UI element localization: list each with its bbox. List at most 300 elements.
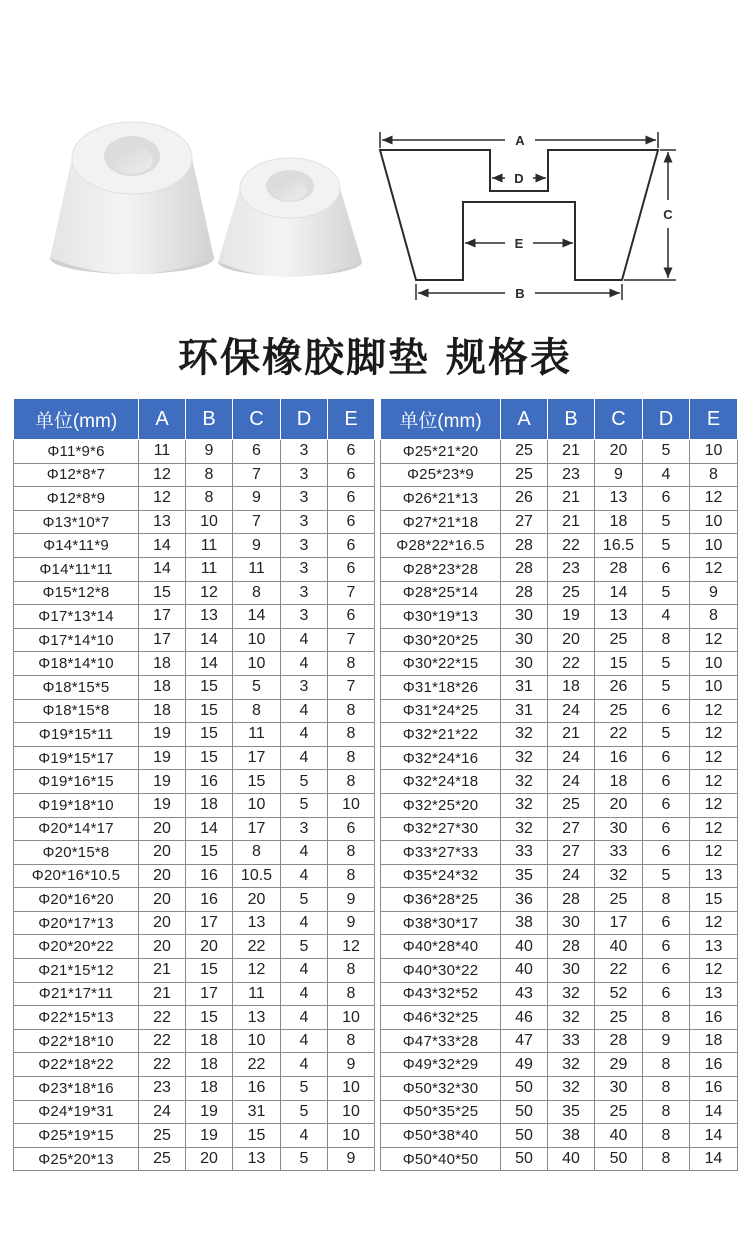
cell-a: 31 — [501, 675, 548, 699]
cell-model: Φ20*14*17 — [14, 817, 139, 841]
cell-b: 18 — [186, 1077, 233, 1101]
cell-c: 28 — [595, 1029, 643, 1053]
cell-a: 36 — [501, 888, 548, 912]
cell-c: 50 — [595, 1147, 643, 1171]
cell-c: 13 — [233, 911, 281, 935]
cell-b: 15 — [186, 699, 233, 723]
cell-a: 23 — [139, 1077, 186, 1101]
cell-c: 26 — [595, 675, 643, 699]
cell-c: 10 — [233, 1029, 281, 1053]
cell-a: 32 — [501, 723, 548, 747]
cell-d: 4 — [281, 628, 328, 652]
dimension-diagram — [380, 132, 676, 300]
cell-a: 19 — [139, 770, 186, 794]
cell-b: 20 — [548, 628, 595, 652]
header-a: A — [501, 399, 548, 440]
cell-b: 15 — [186, 841, 233, 865]
table-row — [14, 1053, 375, 1077]
cell-c: 13 — [233, 1006, 281, 1030]
cell-e: 6 — [328, 817, 375, 841]
cell-model: Φ27*21*18 — [381, 510, 501, 534]
cell-b: 21 — [548, 723, 595, 747]
cell-d: 5 — [643, 581, 690, 605]
cell-model: Φ17*13*14 — [14, 605, 139, 629]
cell-e: 8 — [328, 864, 375, 888]
table-row — [381, 723, 738, 747]
table-row — [381, 652, 738, 676]
cell-a: 33 — [501, 841, 548, 865]
cell-a: 21 — [139, 959, 186, 983]
cell-a: 28 — [501, 581, 548, 605]
cell-c: 15 — [595, 652, 643, 676]
cell-e: 16 — [690, 1053, 738, 1077]
cell-d: 5 — [281, 1100, 328, 1124]
cell-model: Φ20*15*8 — [14, 841, 139, 865]
cell-b: 20 — [186, 935, 233, 959]
table-row — [14, 746, 375, 770]
cell-d: 9 — [643, 1029, 690, 1053]
cell-model: Φ31*24*25 — [381, 699, 501, 723]
table-row — [381, 675, 738, 699]
cell-a: 18 — [139, 675, 186, 699]
cell-d: 8 — [643, 1100, 690, 1124]
cell-a: 40 — [501, 935, 548, 959]
table-row — [381, 628, 738, 652]
cell-a: 40 — [501, 959, 548, 983]
cell-a: 20 — [139, 888, 186, 912]
table-row — [381, 534, 738, 558]
table-row — [14, 487, 375, 511]
cell-e: 10 — [328, 1100, 375, 1124]
cell-d: 6 — [643, 699, 690, 723]
cell-e: 12 — [328, 935, 375, 959]
cell-b: 32 — [548, 1053, 595, 1077]
cell-b: 24 — [548, 864, 595, 888]
cell-c: 10.5 — [233, 864, 281, 888]
cell-d: 6 — [643, 746, 690, 770]
cell-b: 14 — [186, 652, 233, 676]
cell-d: 4 — [281, 959, 328, 983]
cell-d: 4 — [281, 652, 328, 676]
table-row — [14, 793, 375, 817]
cell-a: 27 — [501, 510, 548, 534]
cell-e: 9 — [328, 1053, 375, 1077]
cell-c: 40 — [595, 1124, 643, 1148]
cell-c: 6 — [233, 440, 281, 464]
cell-d: 3 — [281, 817, 328, 841]
cell-c: 20 — [233, 888, 281, 912]
cell-d: 8 — [643, 1147, 690, 1171]
cell-a: 28 — [501, 534, 548, 558]
cell-e: 6 — [328, 557, 375, 581]
cell-model: Φ40*30*22 — [381, 959, 501, 983]
cell-a: 13 — [139, 510, 186, 534]
header-d: D — [281, 399, 328, 440]
cell-a: 32 — [501, 746, 548, 770]
cell-b: 30 — [548, 959, 595, 983]
cell-model: Φ30*19*13 — [381, 605, 501, 629]
cell-model: Φ40*28*40 — [381, 935, 501, 959]
cell-b: 25 — [548, 793, 595, 817]
cell-e: 8 — [328, 959, 375, 983]
cell-a: 12 — [139, 487, 186, 511]
cell-model: Φ49*32*29 — [381, 1053, 501, 1077]
table-row — [14, 864, 375, 888]
table-row — [14, 1124, 375, 1148]
table-row — [14, 699, 375, 723]
cell-c: 10 — [233, 652, 281, 676]
table-row — [14, 1029, 375, 1053]
cell-b: 32 — [548, 982, 595, 1006]
cell-a: 50 — [501, 1100, 548, 1124]
cell-a: 30 — [501, 628, 548, 652]
table-row — [381, 888, 738, 912]
cell-d: 6 — [643, 911, 690, 935]
cell-d: 3 — [281, 534, 328, 558]
cell-a: 31 — [501, 699, 548, 723]
cell-c: 40 — [595, 935, 643, 959]
cell-c: 32 — [595, 864, 643, 888]
cell-e: 9 — [328, 888, 375, 912]
table-row — [381, 793, 738, 817]
table-row — [14, 534, 375, 558]
header-e: E — [690, 399, 738, 440]
cell-d: 6 — [643, 557, 690, 581]
cell-model: Φ19*16*15 — [14, 770, 139, 794]
cell-model: Φ18*15*8 — [14, 699, 139, 723]
cell-b: 15 — [186, 746, 233, 770]
cell-e: 15 — [690, 888, 738, 912]
table-row — [14, 652, 375, 676]
cell-c: 11 — [233, 723, 281, 747]
cell-model: Φ50*32*30 — [381, 1077, 501, 1101]
table-row — [381, 864, 738, 888]
cell-d: 8 — [643, 1006, 690, 1030]
cell-e: 9 — [328, 1147, 375, 1171]
product-hero — [0, 0, 750, 320]
cell-a: 28 — [501, 557, 548, 581]
cell-e: 12 — [690, 699, 738, 723]
cell-d: 4 — [643, 463, 690, 487]
cell-c: 16 — [595, 746, 643, 770]
cell-e: 6 — [328, 463, 375, 487]
cell-d: 5 — [281, 1077, 328, 1101]
cell-a: 18 — [139, 652, 186, 676]
cell-a: 20 — [139, 817, 186, 841]
cell-b: 27 — [548, 841, 595, 865]
cell-a: 11 — [139, 440, 186, 464]
cell-d: 6 — [643, 959, 690, 983]
cell-c: 20 — [595, 440, 643, 464]
dim-label-d: D — [514, 171, 524, 186]
table-row — [14, 770, 375, 794]
cell-b: 11 — [186, 534, 233, 558]
table-row — [381, 1100, 738, 1124]
cell-e: 7 — [328, 628, 375, 652]
table-row — [14, 1077, 375, 1101]
cell-b: 15 — [186, 1006, 233, 1030]
cell-model: Φ28*22*16.5 — [381, 534, 501, 558]
cell-c: 25 — [595, 1100, 643, 1124]
cell-d: 3 — [281, 487, 328, 511]
cell-b: 11 — [186, 557, 233, 581]
cell-model: Φ24*19*31 — [14, 1100, 139, 1124]
cell-e: 8 — [328, 723, 375, 747]
cell-d: 6 — [643, 770, 690, 794]
cell-model: Φ50*40*50 — [381, 1147, 501, 1171]
table-header-row — [381, 399, 738, 440]
cell-c: 13 — [233, 1147, 281, 1171]
cell-a: 21 — [139, 982, 186, 1006]
table-row — [14, 888, 375, 912]
cell-c: 18 — [595, 770, 643, 794]
cell-d: 3 — [281, 675, 328, 699]
cell-b: 15 — [186, 675, 233, 699]
cell-e: 16 — [690, 1077, 738, 1101]
cell-a: 46 — [501, 1006, 548, 1030]
cell-model: Φ19*18*10 — [14, 793, 139, 817]
table-row — [381, 1124, 738, 1148]
cell-model: Φ25*19*15 — [14, 1124, 139, 1148]
table-row — [381, 746, 738, 770]
cell-d: 5 — [643, 723, 690, 747]
large-rubber-foot-image — [50, 122, 214, 274]
cell-d: 3 — [281, 605, 328, 629]
cell-a: 22 — [139, 1029, 186, 1053]
cell-b: 16 — [186, 770, 233, 794]
table-row — [381, 581, 738, 605]
cell-c: 8 — [233, 699, 281, 723]
cell-model: Φ30*22*15 — [381, 652, 501, 676]
cell-d: 4 — [281, 911, 328, 935]
cell-b: 15 — [186, 959, 233, 983]
cell-d: 4 — [281, 982, 328, 1006]
cell-d: 5 — [281, 770, 328, 794]
cell-b: 21 — [548, 487, 595, 511]
cell-e: 6 — [328, 605, 375, 629]
cell-e: 14 — [690, 1124, 738, 1148]
cell-model: Φ30*20*25 — [381, 628, 501, 652]
cell-d: 4 — [281, 723, 328, 747]
cell-c: 5 — [233, 675, 281, 699]
cell-e: 10 — [328, 1006, 375, 1030]
cell-b: 38 — [548, 1124, 595, 1148]
cell-c: 9 — [595, 463, 643, 487]
cell-model: Φ50*35*25 — [381, 1100, 501, 1124]
table-row — [14, 675, 375, 699]
cell-a: 25 — [139, 1124, 186, 1148]
cell-e: 10 — [690, 510, 738, 534]
cell-b: 18 — [548, 675, 595, 699]
cell-c: 9 — [233, 487, 281, 511]
cell-e: 12 — [690, 959, 738, 983]
table-row — [381, 487, 738, 511]
cell-b: 32 — [548, 1077, 595, 1101]
cell-d: 4 — [281, 1053, 328, 1077]
cell-model: Φ36*28*25 — [381, 888, 501, 912]
table-row — [14, 911, 375, 935]
cell-e: 10 — [690, 652, 738, 676]
table-row — [381, 770, 738, 794]
header-c: C — [233, 399, 281, 440]
cell-model: Φ12*8*7 — [14, 463, 139, 487]
cell-a: 24 — [139, 1100, 186, 1124]
cell-e: 7 — [328, 675, 375, 699]
cell-d: 8 — [643, 628, 690, 652]
cell-e: 14 — [690, 1100, 738, 1124]
cell-a: 32 — [501, 817, 548, 841]
table-row — [14, 982, 375, 1006]
cell-e: 13 — [690, 864, 738, 888]
cell-model: Φ32*25*20 — [381, 793, 501, 817]
cell-d: 5 — [643, 534, 690, 558]
table-row — [14, 605, 375, 629]
cell-c: 22 — [595, 723, 643, 747]
cell-d: 8 — [643, 1053, 690, 1077]
cell-c: 14 — [233, 605, 281, 629]
table-row — [381, 959, 738, 983]
cell-c: 15 — [233, 1124, 281, 1148]
cell-d: 3 — [281, 440, 328, 464]
cell-d: 5 — [281, 1147, 328, 1171]
cell-model: Φ47*33*28 — [381, 1029, 501, 1053]
cell-e: 8 — [328, 982, 375, 1006]
cell-d: 6 — [643, 982, 690, 1006]
cell-e: 12 — [690, 911, 738, 935]
cell-b: 17 — [186, 911, 233, 935]
cell-d: 5 — [643, 440, 690, 464]
cell-b: 23 — [548, 557, 595, 581]
cell-d: 4 — [281, 1124, 328, 1148]
cell-b: 24 — [548, 699, 595, 723]
cell-model: Φ46*32*25 — [381, 1006, 501, 1030]
cell-c: 13 — [595, 487, 643, 511]
cell-c: 17 — [233, 746, 281, 770]
cell-b: 24 — [548, 770, 595, 794]
cell-a: 49 — [501, 1053, 548, 1077]
cell-model: Φ13*10*7 — [14, 510, 139, 534]
cell-c: 11 — [233, 557, 281, 581]
cell-d: 4 — [281, 1029, 328, 1053]
cell-e: 10 — [328, 1077, 375, 1101]
cell-model: Φ28*25*14 — [381, 581, 501, 605]
cell-d: 8 — [643, 1077, 690, 1101]
table-row — [381, 935, 738, 959]
cell-model: Φ15*12*8 — [14, 581, 139, 605]
cell-a: 43 — [501, 982, 548, 1006]
cell-d: 3 — [281, 510, 328, 534]
cell-b: 20 — [186, 1147, 233, 1171]
cell-e: 12 — [690, 723, 738, 747]
table-row — [14, 1100, 375, 1124]
cell-b: 14 — [186, 817, 233, 841]
table-row — [14, 723, 375, 747]
cell-c: 22 — [233, 1053, 281, 1077]
cell-b: 21 — [548, 510, 595, 534]
cell-a: 14 — [139, 557, 186, 581]
cell-d: 5 — [281, 793, 328, 817]
cell-b: 28 — [548, 935, 595, 959]
table-row — [381, 911, 738, 935]
cell-c: 20 — [595, 793, 643, 817]
header-b: B — [186, 399, 233, 440]
cell-model: Φ28*23*28 — [381, 557, 501, 581]
cell-b: 27 — [548, 817, 595, 841]
cell-c: 15 — [233, 770, 281, 794]
cell-b: 23 — [548, 463, 595, 487]
cell-e: 13 — [690, 982, 738, 1006]
cell-a: 47 — [501, 1029, 548, 1053]
cell-b: 25 — [548, 581, 595, 605]
cell-c: 18 — [595, 510, 643, 534]
cell-e: 10 — [328, 1124, 375, 1148]
table-row — [14, 935, 375, 959]
cell-a: 30 — [501, 652, 548, 676]
cell-a: 18 — [139, 699, 186, 723]
cell-model: Φ21*15*12 — [14, 959, 139, 983]
cell-b: 8 — [186, 487, 233, 511]
cell-model: Φ31*18*26 — [381, 675, 501, 699]
cell-c: 11 — [233, 982, 281, 1006]
cell-a: 20 — [139, 935, 186, 959]
cell-c: 25 — [595, 699, 643, 723]
cell-model: Φ20*16*10.5 — [14, 864, 139, 888]
cell-e: 13 — [690, 935, 738, 959]
small-rubber-foot-image — [218, 158, 362, 277]
cell-c: 8 — [233, 841, 281, 865]
header-d: D — [643, 399, 690, 440]
table-row — [14, 628, 375, 652]
cell-d: 3 — [281, 463, 328, 487]
cell-d: 4 — [281, 746, 328, 770]
cell-model: Φ38*30*17 — [381, 911, 501, 935]
cell-model: Φ18*15*5 — [14, 675, 139, 699]
cell-model: Φ12*8*9 — [14, 487, 139, 511]
cell-a: 22 — [139, 1053, 186, 1077]
table-row — [381, 440, 738, 464]
table-row — [381, 463, 738, 487]
table-row — [14, 440, 375, 464]
cell-d: 3 — [281, 581, 328, 605]
cell-model: Φ32*24*18 — [381, 770, 501, 794]
cell-model: Φ33*27*33 — [381, 841, 501, 865]
cell-b: 35 — [548, 1100, 595, 1124]
cell-d: 6 — [643, 817, 690, 841]
cell-a: 50 — [501, 1077, 548, 1101]
table-row — [381, 510, 738, 534]
cell-e: 9 — [328, 911, 375, 935]
cell-model: Φ32*24*16 — [381, 746, 501, 770]
cell-model: Φ17*14*10 — [14, 628, 139, 652]
table-row — [14, 1006, 375, 1030]
cell-e: 10 — [328, 793, 375, 817]
cell-a: 12 — [139, 463, 186, 487]
cell-c: 31 — [233, 1100, 281, 1124]
cell-b: 8 — [186, 463, 233, 487]
cell-model: Φ20*17*13 — [14, 911, 139, 935]
cell-b: 24 — [548, 746, 595, 770]
cell-b: 32 — [548, 1006, 595, 1030]
table-row — [14, 463, 375, 487]
table-row — [14, 817, 375, 841]
cell-c: 30 — [595, 1077, 643, 1101]
cell-b: 10 — [186, 510, 233, 534]
cell-a: 19 — [139, 746, 186, 770]
table-row — [381, 817, 738, 841]
cell-model: Φ22*18*10 — [14, 1029, 139, 1053]
cell-a: 25 — [501, 463, 548, 487]
cell-b: 22 — [548, 534, 595, 558]
